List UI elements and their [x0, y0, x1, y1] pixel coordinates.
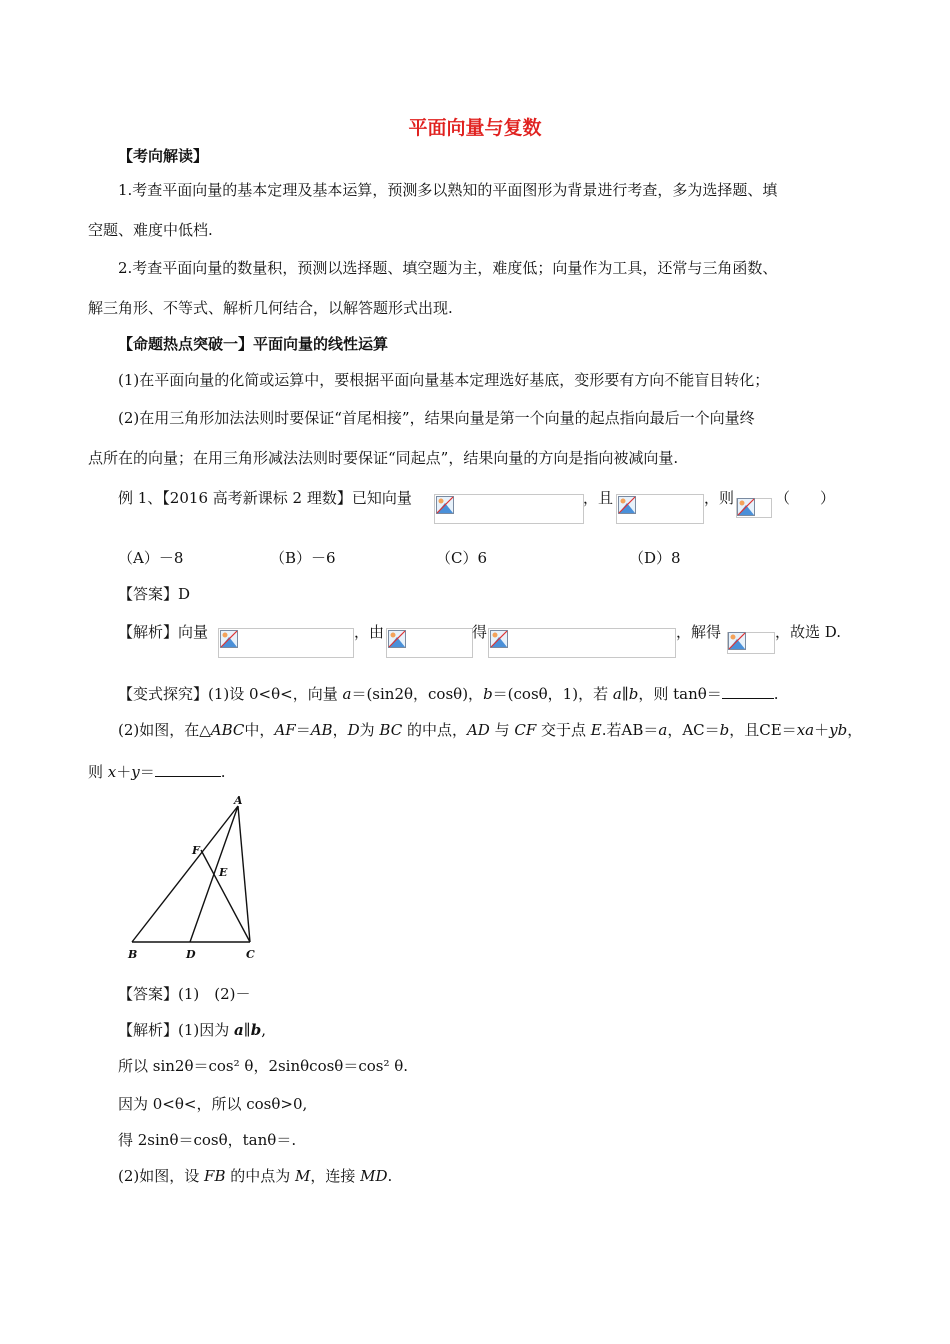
note-1: (1)在平面向量的化简或运算中，要根据平面向量基本定理选好基底，变形要有方向不能盲目转化； — [118, 371, 770, 389]
text: ＝(cosθ，1)，若 — [492, 685, 613, 703]
solution-1-end: ，故选 D. — [775, 623, 842, 641]
math-var: E — [590, 721, 602, 739]
solution-1-by: ，由 — [354, 623, 385, 641]
text: 的中点为 — [225, 1167, 296, 1185]
broken-image-icon — [618, 496, 636, 514]
text: ＝ — [139, 763, 155, 781]
formula-image-placeholder — [218, 628, 354, 658]
math-var: xa — [796, 721, 815, 739]
text: 【变式探究】(1)设 0<θ<，向量 — [118, 685, 343, 703]
parallel-symbol: ∥ — [243, 1021, 251, 1039]
text: ，且CE＝ — [729, 721, 797, 739]
solution-2-lead — [118, 1020, 266, 1040]
text: 为 — [359, 721, 380, 739]
math-var: BC — [379, 721, 403, 739]
solution-2-line-4 — [118, 1166, 392, 1186]
text: ，则 tanθ＝ — [638, 685, 722, 703]
text: ＋ — [814, 721, 830, 739]
fill-blank — [722, 684, 774, 699]
example-1-and: ，且 — [583, 489, 614, 507]
math-var: CF — [514, 721, 537, 739]
text: ＋ — [116, 763, 132, 781]
math-var: AB — [310, 721, 333, 739]
answer-1: 【答案】D — [118, 585, 191, 603]
solution-1-solve: ，解得 — [676, 623, 722, 641]
solution-2-line-2: 因为 0<θ<，所以 cosθ>0, — [118, 1095, 308, 1113]
option-b: （B）－6 — [270, 549, 336, 567]
fill-blank — [155, 762, 221, 777]
solution-2-line-1: 所以 sin2θ＝cos² θ，2sinθcosθ＝cos² θ. — [118, 1057, 409, 1075]
broken-image-icon — [490, 630, 508, 648]
text: 则 — [88, 763, 108, 781]
option-a: （A）－8 — [118, 549, 184, 567]
broken-image-icon — [388, 630, 406, 648]
vector-b: b — [628, 685, 639, 703]
text: ＝ — [295, 721, 311, 739]
text: . — [220, 763, 226, 781]
text: 【解析】(1)因为 — [118, 1021, 235, 1039]
text: 中， — [244, 721, 275, 739]
math-var: D — [347, 721, 360, 739]
example-1-answer-paren: （ ） — [775, 489, 836, 507]
broken-image-icon — [737, 498, 755, 516]
math-var: yb — [829, 721, 848, 739]
text: 交于点 — [536, 721, 591, 739]
vector-b: b — [250, 1021, 262, 1039]
text: (2)如图，设 — [118, 1167, 205, 1185]
variant-2 — [118, 720, 862, 740]
label-f: F — [192, 844, 200, 857]
triangle-figure — [120, 792, 270, 968]
broken-image-icon — [728, 632, 746, 650]
paragraph-1-line-2: 空题、难度中低档. — [88, 221, 213, 239]
math-var: b — [719, 721, 730, 739]
text: ＝(sin2θ，cosθ)， — [351, 685, 484, 703]
math-var: MD — [360, 1167, 388, 1185]
option-d: （D）8 — [629, 549, 681, 567]
math-var: y — [131, 763, 140, 781]
math-var: M — [295, 1167, 311, 1185]
broken-image-icon — [436, 496, 454, 514]
formula-image-placeholder — [488, 628, 676, 658]
page-title: 平面向量与复数 — [408, 117, 542, 139]
text: ，连接 — [310, 1167, 361, 1185]
paragraph-2-line-2: 解三角形、不等式、解析几何结合，以解答题形式出现. — [88, 299, 453, 317]
section-header-exam-outlook: 【考向解读】 — [118, 147, 209, 165]
vector-a: a — [342, 685, 352, 703]
solution-1-lead: 【解析】向量 — [118, 623, 209, 641]
example-1-lead: 例 1、【2016 高考新课标 2 理数】已知向量 — [118, 489, 412, 507]
note-2-line-1: (2)在用三角形加法法则时要保证“首尾相接”，结果向量是第一个向量的起点指向最后一个向量终 — [118, 409, 755, 427]
label-e: E — [219, 866, 228, 879]
broken-image-icon — [220, 630, 238, 648]
paragraph-2-line-1: 2.考查平面向量的数量积，预测以选择题、填空题为主，难度低；向量作为工具，还常与三角函数、 — [118, 259, 778, 277]
variant-1 — [118, 684, 779, 704]
option-c: （C）6 — [436, 549, 488, 567]
example-1-then: ，则 — [704, 489, 735, 507]
math-var: x — [107, 763, 117, 781]
text: . — [773, 685, 779, 703]
text: ， — [847, 721, 863, 739]
label-a: A — [234, 794, 243, 807]
text: .若AB＝ — [601, 721, 659, 739]
text: ， — [332, 721, 348, 739]
math-var: a — [658, 721, 668, 739]
vector-a: a — [234, 1021, 244, 1039]
text: . — [387, 1167, 393, 1185]
label-c: C — [246, 948, 255, 961]
text: 的中点， — [402, 721, 467, 739]
paragraph-1-line-1: 1.考查平面向量的基本定理及基本运算，预测多以熟知的平面图形为背景进行考查，多为选择题、填 — [118, 181, 778, 199]
vector-a: a — [612, 685, 622, 703]
variant-2-question — [88, 762, 226, 782]
math-var: ABC — [210, 721, 245, 739]
text: (2)如图，在△ — [118, 721, 211, 739]
solution-2-line-3: 得 2sinθ＝cosθ，tanθ＝. — [118, 1131, 297, 1149]
parallel-symbol: ∥ — [621, 685, 629, 703]
formula-image-placeholder — [434, 494, 584, 524]
text: , — [261, 1021, 266, 1039]
solution-1-get: 得 — [472, 623, 488, 641]
answer-2: 【答案】(1) (2)－ — [118, 985, 251, 1003]
label-b: B — [128, 948, 138, 961]
vector-b: b — [483, 685, 493, 703]
math-var: AF — [274, 721, 296, 739]
note-2-line-2: 点所在的向量；在用三角形减法法则时要保证“同起点”，结果向量的方向是指向被减向量. — [88, 449, 679, 467]
math-var: FB — [204, 1167, 226, 1185]
text: 与 — [489, 721, 515, 739]
label-d: D — [186, 948, 196, 961]
math-var: AD — [466, 721, 490, 739]
section-header-hotspot-1: 【命题热点突破一】平面向量的线性运算 — [118, 335, 389, 353]
text: ，AC＝ — [667, 721, 720, 739]
